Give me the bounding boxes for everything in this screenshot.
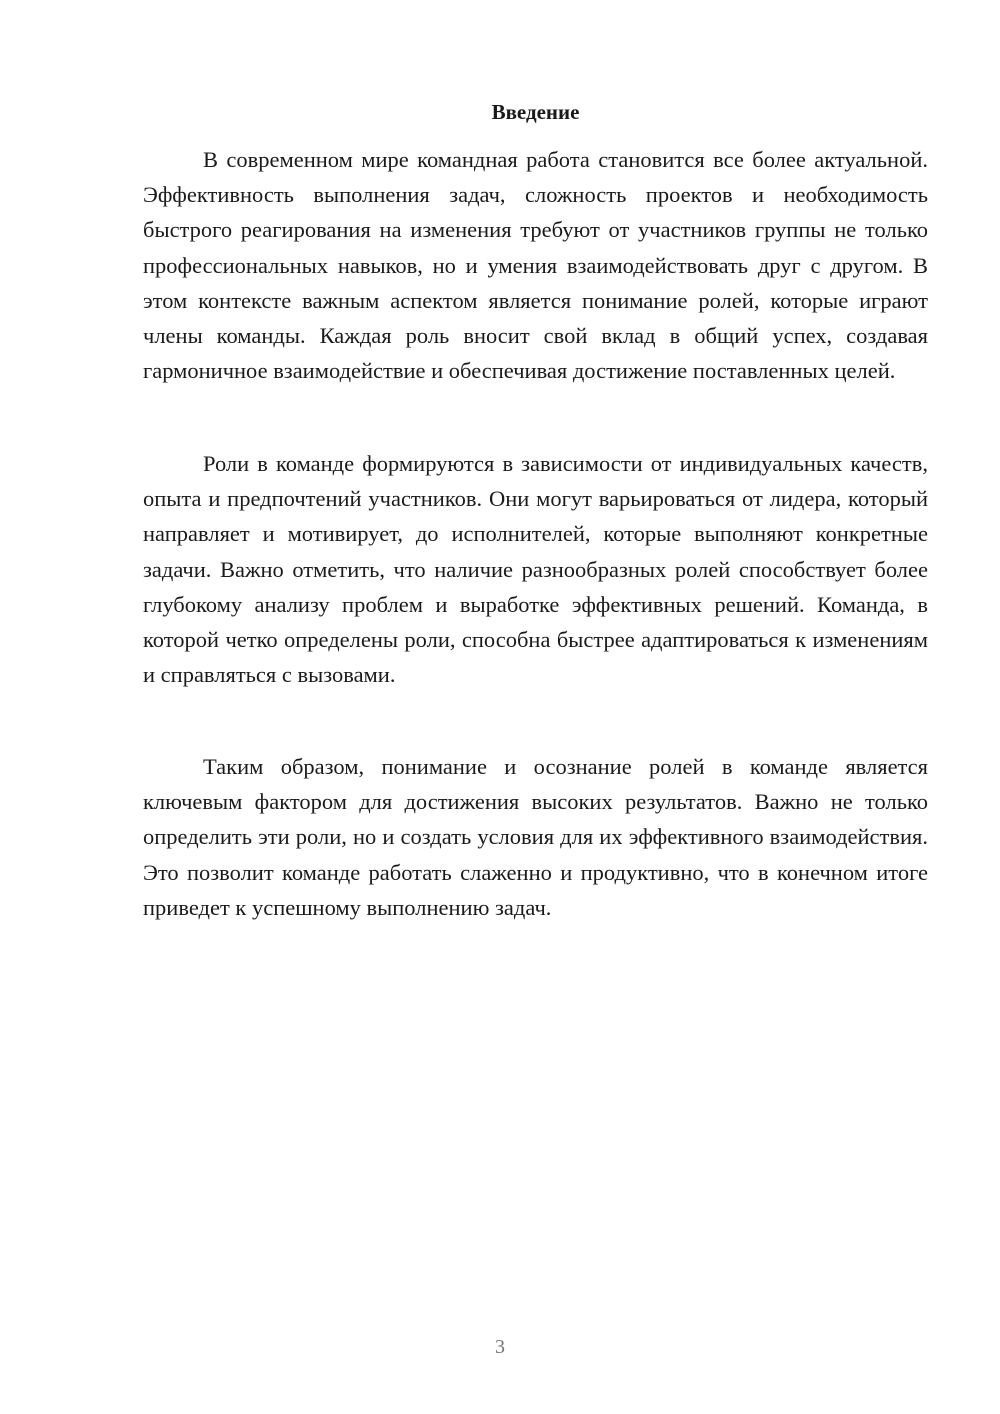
page-number: 3 <box>495 1336 505 1358</box>
paragraph-intro: В современном мире командная работа становится все более актуальной. Эффективность выполнения задач, сложность проектов и необходимость быстрого реагирования на изменения требуют от участников группы не только профессиональных навыков, но и умения взаимодействовать друг с другом. В этом контексте важным аспектом является понимание ролей, которые играют члены команды. Каждая роль вносит свой вклад в общий успех, создавая гармоничное взаимодействие и обеспечивая достижение поставленных целей. <box>143 147 928 384</box>
paragraph-conclusion: Таким образом, понимание и осознание ролей в команде является ключевым фактором для достижения высоких результатов. Важно не только определить эти роли, но и создать условия для их эффективного взаимодействия. Это позволит команде работать слаженно и продуктивно, что в конечном итоге приведет к успешному выполнению задач. <box>143 754 928 920</box>
section-title: Введение <box>491 100 580 124</box>
paragraph-roles: Роли в команде формируются в зависимости от индивидуальных качеств, опыта и предпочтений участников. Они могут варьироваться от лидера, который направляет и мотивирует, до исполнителей, которые выполняют конкретные задачи. Важно отметить, что наличие разнообразных ролей способствует более глубокому анализу проблем и выработке эффективных решений. Команда, в которой четко определены роли, способна быстрее адаптироваться к изменениям и справляться с вызовами. <box>143 451 928 688</box>
